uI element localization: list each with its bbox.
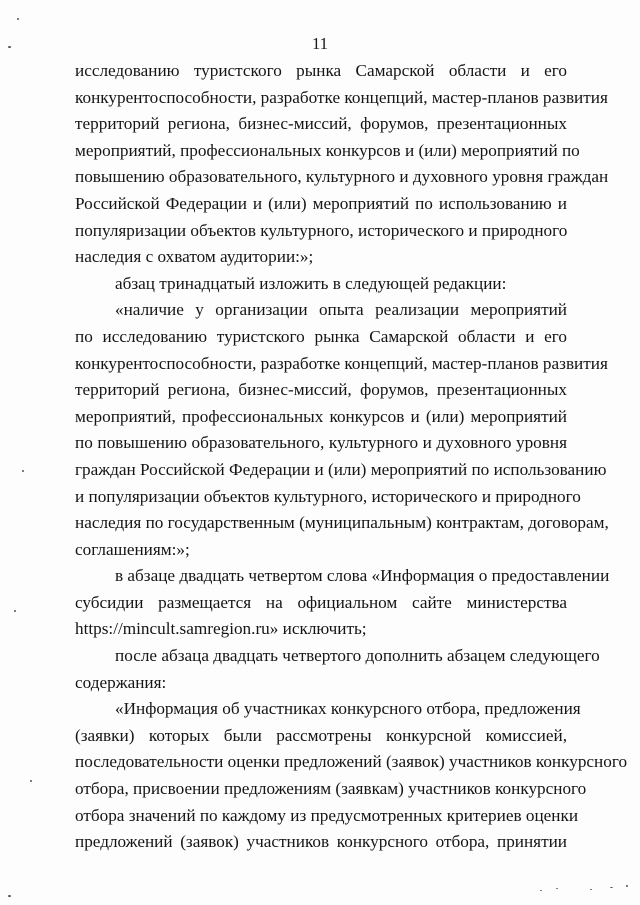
text-line: исследованию туристского рынка Самарской области и его <box>75 61 567 80</box>
text-line: Российской Федерации и (или) мероприятий по использованию и <box>75 193 567 213</box>
text-line: предложений (заявок) участников конкурсного отбора, принятии <box>75 832 567 852</box>
text-line: территорий региона, бизнес-миссий, форумов, презентационных <box>75 114 567 134</box>
text-line: повышению образовательного, культурного и духовного уровня граждан <box>75 167 609 187</box>
text-line: отбора, присвоении предложениям (заявкам) участников конкурсного <box>75 779 587 799</box>
text-line: https://mincult.samregion.ru» исключить; <box>75 619 367 639</box>
text-line: в абзаце двадцать четвертом слова «Информация о предоставлении <box>115 566 610 586</box>
text-line: конкурентоспособности, разработке концепций, мастер-планов развития <box>75 353 608 373</box>
text-line: субсидии размещается на официальном сайте министерства <box>75 592 567 612</box>
text-line: «наличие у организации опыта реализации мероприятий <box>115 300 567 320</box>
text-line: мероприятий, профессиональных конкурсов и (или) мероприятий <box>75 406 567 426</box>
text-line: после абзаца двадцать четвертого дополнить абзацем следующего <box>115 646 600 666</box>
text-line: территорий региона, бизнес-миссий, форумов, презентационных <box>75 380 567 400</box>
text-line: мероприятий, профессиональных конкурсов и (или) мероприятий по <box>75 140 580 160</box>
text-line: конкурентоспособности, разработке концепций, мастер-планов развития <box>75 87 608 107</box>
text-line: последовательности оценки предложений (заявок) участников конкурсного <box>75 752 628 772</box>
text-line: абзац тринадцатый изложить в следующей редакции: <box>115 273 507 293</box>
text-line: наследия с охватом аудитории:»; <box>75 247 314 267</box>
text-line: содержания: <box>75 672 167 692</box>
document-body <box>75 58 628 856</box>
text-line: по исследованию туристского рынка Самарской области и его <box>75 326 567 346</box>
text-line: отбора значений по каждому из предусмотренных критериев оценки <box>75 805 579 825</box>
text-line: наследия по государственным (муниципальным) контрактам, договорам, <box>75 513 609 533</box>
text-line: (заявки) которых были рассмотрены конкурсной комиссией, <box>75 725 567 745</box>
text-line: граждан Российской Федерации и (или) мероприятий по использованию <box>75 459 607 479</box>
page-number: 11 <box>311 34 329 53</box>
text-line: «Информация об участниках конкурсного отбора, предложения <box>115 699 581 719</box>
text-line: и популяризации объектов культурного, исторического и природного <box>75 486 581 506</box>
text-line: соглашениям:»; <box>75 539 190 559</box>
text-line: по повышению образовательного, культурного и духовного уровня <box>75 433 567 453</box>
text-line: популяризации объектов культурного, исторического и природного <box>75 220 568 240</box>
